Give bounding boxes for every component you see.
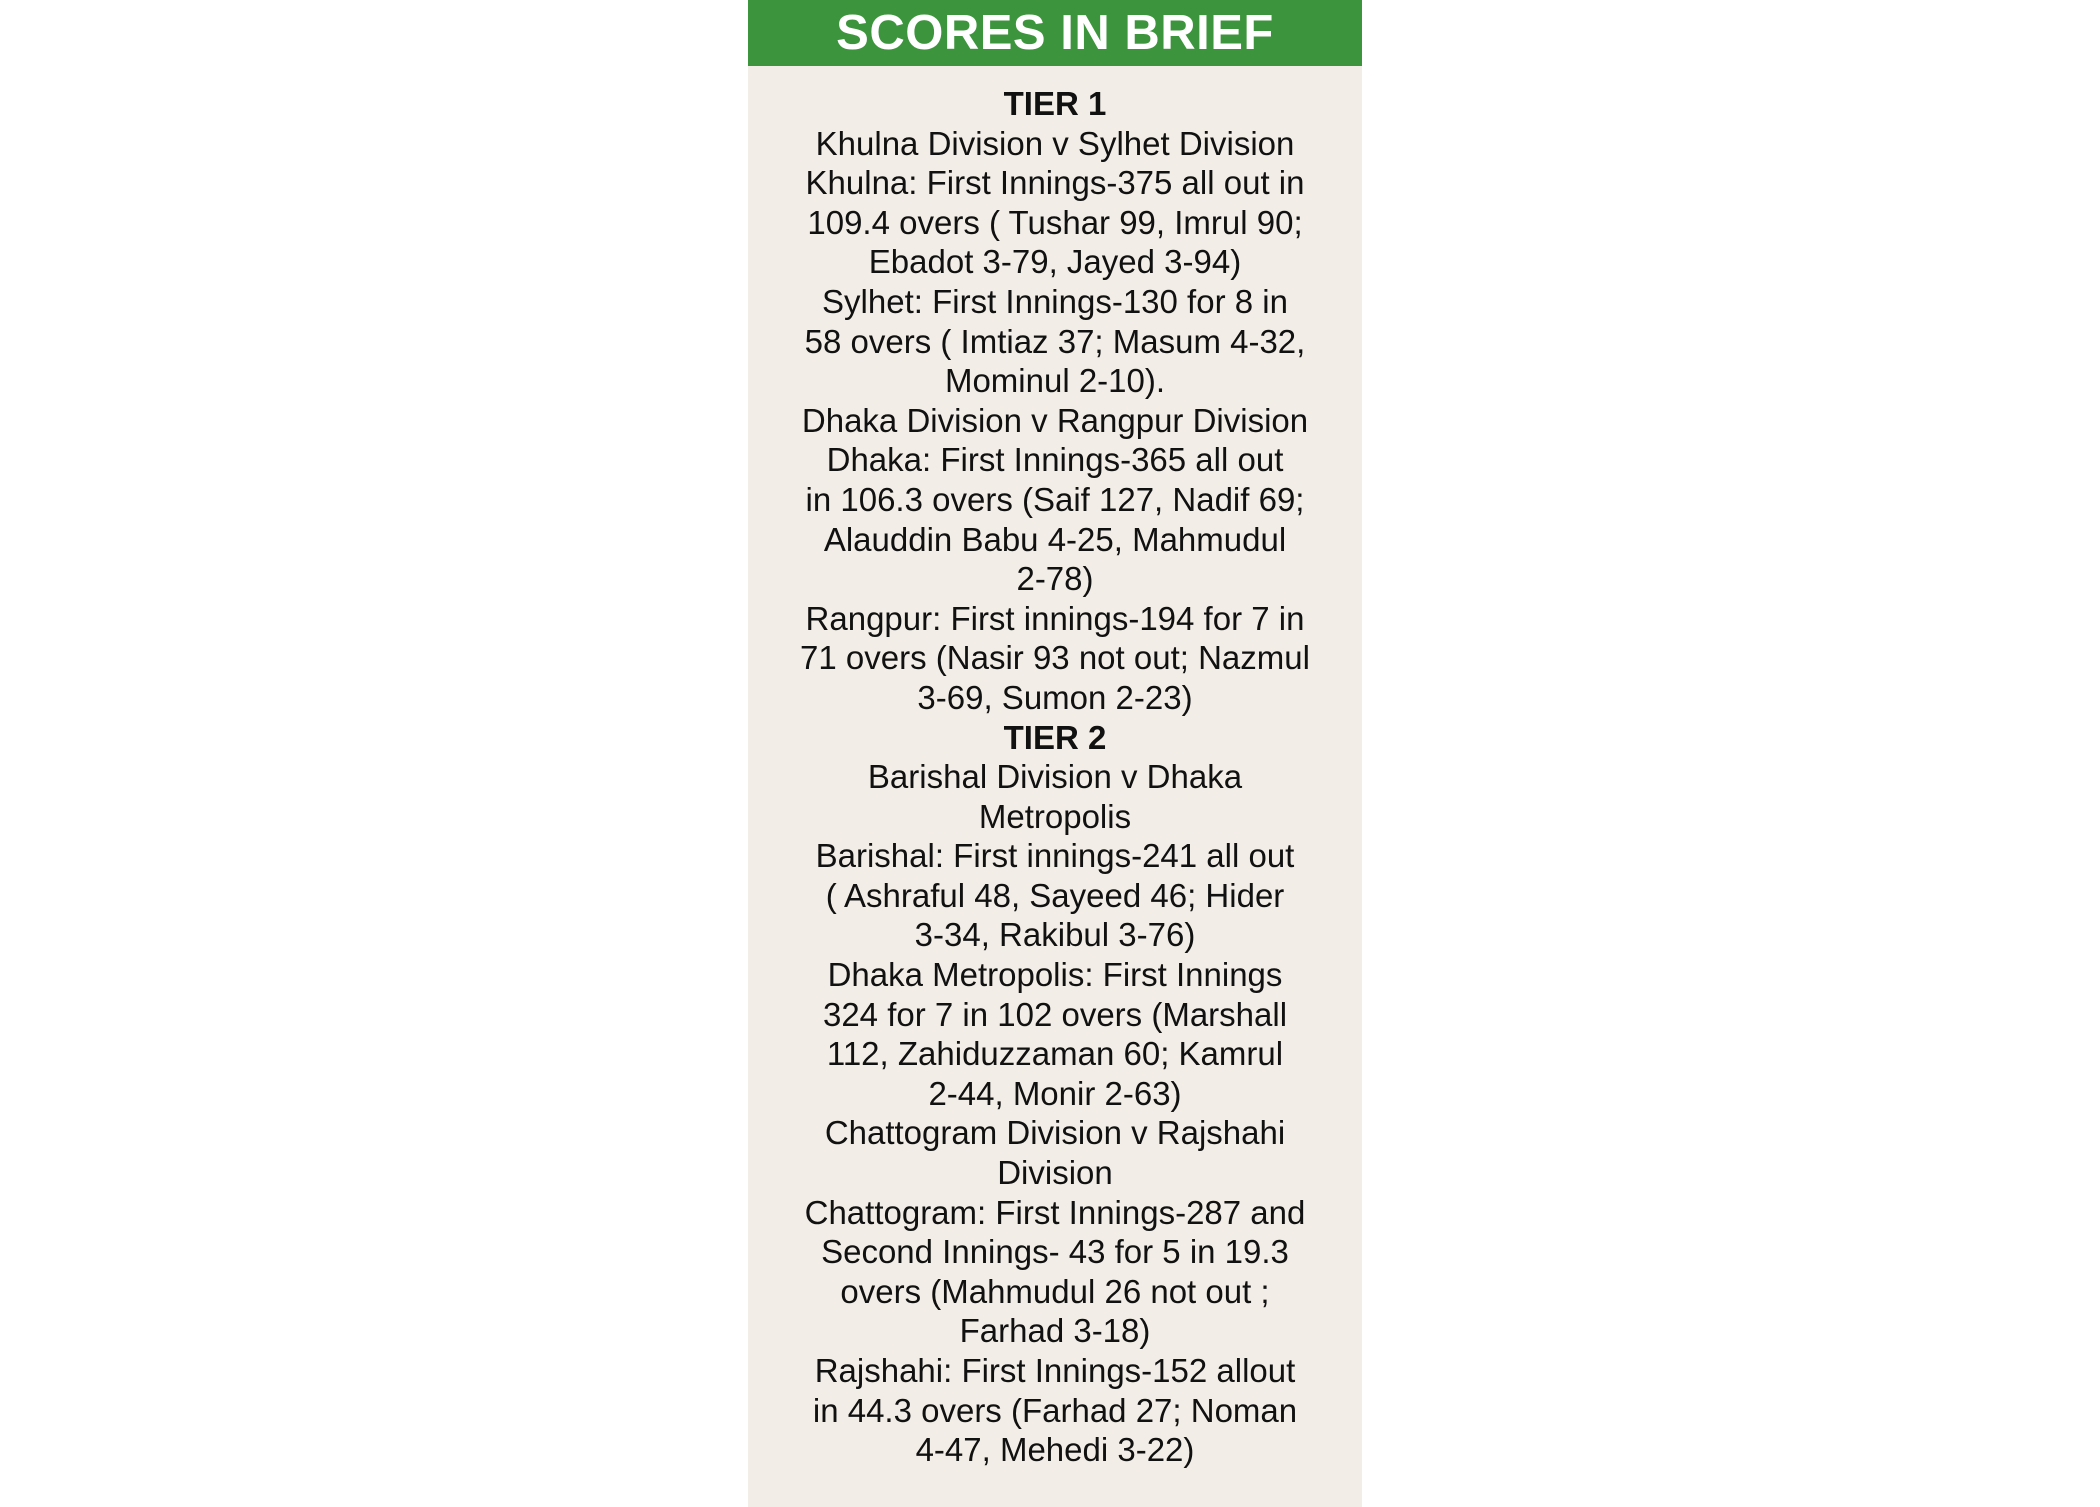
tier-2-line: Second Innings- 43 for 5 in 19.3 bbox=[821, 1233, 1289, 1271]
tier-2-line: 324 for 7 in 102 overs (Marshall bbox=[822, 995, 1288, 1033]
tier-2-line: Chattogram: First Innings-287 and bbox=[804, 1193, 1306, 1231]
tier-2-line: Chattogram Division v Rajshahi bbox=[824, 1114, 1286, 1152]
scores-panel bbox=[748, 0, 1362, 1507]
tier-1-line: Dhaka: First Innings-365 all out bbox=[826, 441, 1284, 479]
tier-1-line: Ebadot 3-79, Jayed 3-94) bbox=[868, 243, 1242, 281]
tier-2-line: overs (Mahmudul 26 not out ; bbox=[840, 1272, 1270, 1310]
tier-2-line: Barishal: First innings-241 all out bbox=[815, 837, 1295, 875]
tier-2-line: Division bbox=[997, 1154, 1113, 1192]
tier-1-line: Khulna Division v Sylhet Division bbox=[815, 124, 1295, 162]
tier-1-line: in 106.3 overs (Saif 127, Nadif 69; bbox=[805, 480, 1305, 518]
tier-1-heading: TIER 1 bbox=[1003, 85, 1107, 122]
header-title: SCORES IN BRIEF bbox=[836, 5, 1274, 60]
tier-2-line: Dhaka Metropolis: First Innings bbox=[827, 956, 1283, 994]
scores-content bbox=[748, 66, 1362, 1470]
tier-1-line: Sylhet: First Innings-130 for 8 in bbox=[822, 282, 1288, 320]
tier-2-line: in 44.3 overs (Farhad 27; Noman bbox=[812, 1391, 1298, 1429]
tier-2-line: 112, Zahiduzzaman 60; Kamrul bbox=[826, 1035, 1284, 1073]
tier-1-line: 71 overs (Nasir 93 not out; Nazmul bbox=[800, 639, 1310, 677]
tier-1-line: Khulna: First Innings-375 all out in bbox=[805, 164, 1305, 202]
tier-1-line: 109.4 overs ( Tushar 99, Imrul 90; bbox=[807, 203, 1303, 241]
tier-2-line: ( Ashraful 48, Sayeed 46; Hider bbox=[825, 876, 1285, 914]
tier-1-line: 2-78) bbox=[1016, 560, 1094, 598]
tier-1-line: Alauddin Babu 4-25, Mahmudul bbox=[823, 520, 1287, 558]
tier-2-heading: TIER 2 bbox=[1003, 718, 1107, 756]
tier-2-line: Farhad 3-18) bbox=[959, 1312, 1151, 1350]
tier-1-line: 3-69, Sumon 2-23) bbox=[917, 678, 1193, 716]
tier-2-line: 3-34, Rakibul 3-76) bbox=[914, 916, 1196, 954]
tier-1-line: Rangpur: First innings-194 for 7 in bbox=[805, 599, 1305, 637]
tier-1-line: Mominul 2-10). bbox=[944, 362, 1166, 400]
tier-2-line: Rajshahi: First Innings-152 allout bbox=[814, 1352, 1296, 1389]
tier-2-line: 4-47, Mehedi 3-22) bbox=[915, 1431, 1195, 1469]
header-bar bbox=[748, 0, 1362, 66]
tier-1-line: Dhaka Division v Rangpur Division bbox=[801, 401, 1309, 439]
tier-2-line: Metropolis bbox=[978, 797, 1132, 835]
tier-1-line: 58 overs ( Imtiaz 37; Masum 4-32, bbox=[804, 322, 1306, 360]
tier-2-line: 2-44, Monir 2-63) bbox=[928, 1074, 1182, 1112]
tier-2-line: Barishal Division v Dhaka bbox=[867, 758, 1243, 796]
